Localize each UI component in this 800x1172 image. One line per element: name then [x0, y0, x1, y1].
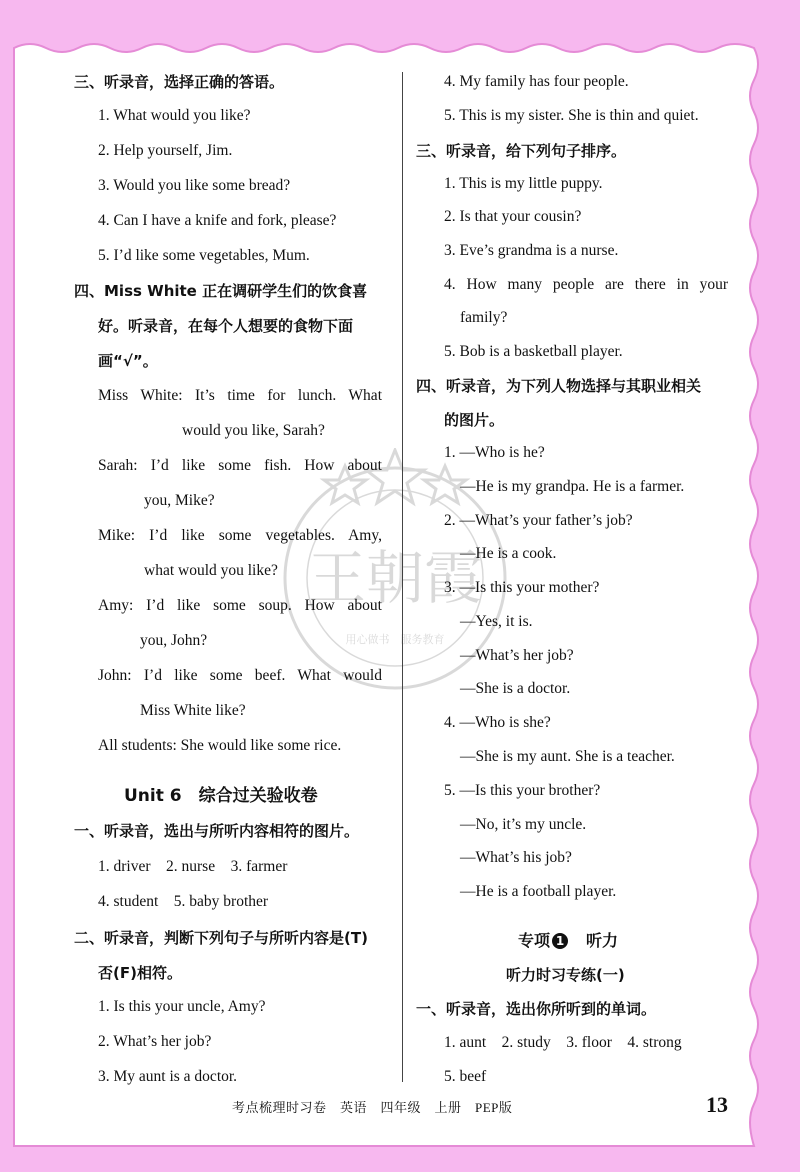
dialogue-line: —No, it’s my uncle.: [460, 816, 587, 833]
dialogue-line: —He is my grandpa. He is a farmer.: [460, 478, 685, 495]
dialogue-line: —What’s her job?: [460, 647, 574, 664]
dialogue-line: would you like, Sarah?: [182, 422, 325, 439]
dialogue-line: All students: She would like some rice.: [98, 737, 342, 754]
section4-heading-line2: 好。听录音，在每个人想要的食物下面: [98, 317, 354, 335]
list-item: 5. I’d like some vegetables, Mum.: [98, 247, 310, 264]
dialogue-line: Miss White like?: [140, 702, 246, 719]
list-item: 2. What’s her job?: [98, 1033, 212, 1050]
list-item: 1. Is this your uncle, Amy?: [98, 998, 266, 1015]
dialogue-line: John: I’d like some beef. What would: [98, 667, 382, 684]
list-item: 2. Is that your cousin?: [444, 208, 582, 225]
unit-section2-heading-line2: 否(F)相符。: [98, 964, 182, 982]
dialogue-line: 2. —What’s your father’s job?: [444, 512, 633, 529]
dialogue-line: Amy: I’d like some soup. How about: [98, 597, 382, 614]
dialogue-line: 5. —Is this your brother?: [444, 782, 601, 799]
unit-section2-heading-line1: 二、听录音，判断下列句子与所听内容是(T): [74, 929, 368, 947]
practice-title: 听力时习专练(一): [506, 966, 625, 984]
dialogue-line: 4. —Who is she?: [444, 714, 551, 731]
dialogue-line: Miss White: It’s time for lunch. What: [98, 387, 382, 404]
section3-heading: 三、听录音，选择正确的答语。: [74, 73, 285, 91]
dialogue-line: Mike: I’d like some vegetables. Amy,: [98, 527, 382, 544]
list-item: 5. Bob is a basketball player.: [444, 343, 623, 360]
list-item: 4. My family has four people.: [444, 73, 629, 90]
dialogue-line: 1. —Who is he?: [444, 444, 545, 461]
dialogue-line: —Yes, it is.: [460, 613, 533, 630]
list-item: 1. aunt 2. study 3. floor 4. strong: [444, 1034, 682, 1051]
list-item: 4. Can I have a knife and fork, please?: [98, 212, 337, 229]
list-item: 3. Would you like some bread?: [98, 177, 291, 194]
list-item: 5. This is my sister. She is thin and quiet.: [444, 107, 699, 124]
dialogue-line: you, Mike?: [144, 492, 215, 509]
right-section4-heading-line2: 的图片。: [444, 411, 505, 429]
section4-heading-line3: 画“√”。: [98, 352, 158, 370]
special-topic-name: 听力: [570, 931, 619, 950]
unit-title: Unit 6 综合过关验收卷: [124, 786, 318, 806]
list-item: 1. This is my little puppy.: [444, 175, 603, 192]
list-item: family?: [460, 309, 508, 326]
page-footer: 考点梳理时习卷 英语 四年级 上册 PEP版: [232, 1100, 513, 1115]
section4-heading-line1: 四、Miss White 正在调研学生们的饮食喜: [74, 282, 368, 300]
right-section4-heading-line1: 四、听录音，为下列人物选择与其职业相关: [416, 377, 702, 395]
practice-section1-heading: 一、听录音，选出你所听到的单词。: [416, 1000, 657, 1018]
dialogue-line: —What’s his job?: [460, 849, 572, 866]
list-item: 4. student 5. baby brother: [98, 893, 269, 910]
dialogue-line: —He is a cook.: [460, 545, 557, 562]
list-item: 3. My aunt is a doctor.: [98, 1068, 238, 1085]
list-item: 3. Eve’s grandma is a nurse.: [444, 242, 619, 259]
dialogue-line: Sarah: I’d like some fish. How about: [98, 457, 382, 474]
special-topic-label: 专项: [518, 931, 551, 950]
unit-section1-heading: 一、听录音，选出与所听内容相符的图片。: [74, 822, 360, 840]
dialogue-line: 3. —Is this your mother?: [444, 579, 600, 596]
right-section3-heading: 三、听录音，给下列句子排序。: [416, 142, 627, 160]
dialogue-line: you, John?: [140, 632, 208, 649]
list-item: 1. driver 2. nurse 3. farmer: [98, 858, 288, 875]
dialogue-line: —She is a doctor.: [460, 680, 571, 697]
list-item: 1. What would you like?: [98, 107, 251, 124]
list-item: 2. Help yourself, Jim.: [98, 142, 233, 159]
dialogue-line: —He is a football player.: [460, 883, 617, 900]
list-item: 4. How many people are there in your: [444, 276, 728, 293]
list-item: 5. beef: [444, 1068, 487, 1085]
special-topic-title: [518, 931, 618, 951]
column-divider: [402, 72, 403, 1082]
page-number: 13: [706, 1092, 728, 1117]
topic-number-badge: 1: [552, 933, 568, 949]
dialogue-line: what would you like?: [144, 562, 278, 579]
dialogue-line: —She is my aunt. She is a teacher.: [460, 748, 675, 765]
